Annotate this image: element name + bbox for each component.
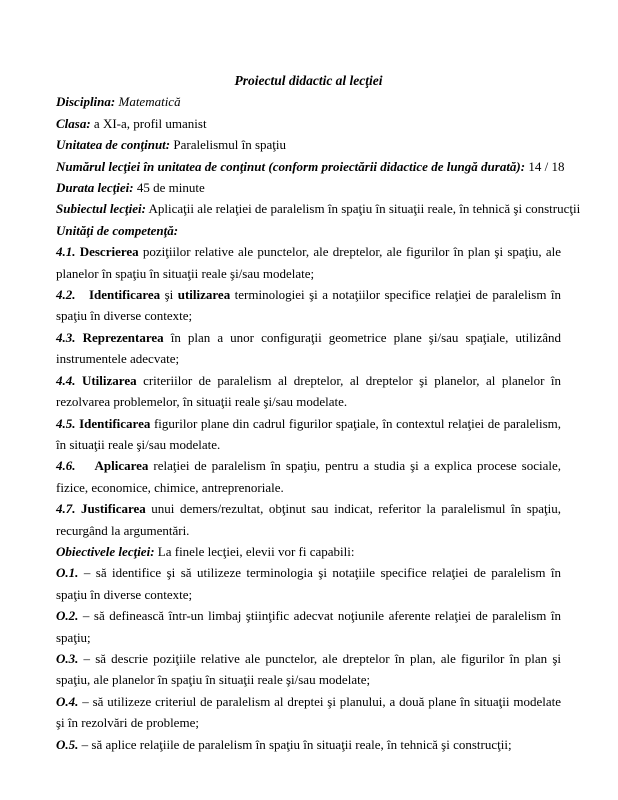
competence-number: 4.6. [56, 458, 76, 474]
objective-number: O.5. [56, 736, 79, 752]
meta-value: Paralelismul în spaţiu [173, 137, 287, 153]
objectives-heading: Obiectivele lecţiei: [56, 543, 155, 559]
competence-item [56, 241, 561, 284]
competence-text: Justificarea unui demers/rezultat, obţinut sau indicat, referitor la paralelismul în spaţiu, recurgând la argumentări. [56, 501, 561, 538]
competence-text: Reprezentarea în plan a unor configuraţii geometrice plane şi/sau spaţiale, utilizând instrumentele adecvate; [56, 329, 561, 367]
competence-number: 4.5. [56, 415, 76, 431]
competences-section [56, 241, 561, 541]
document-title: Proiectul didactic al lecţiei [234, 73, 383, 88]
competence-item [56, 455, 561, 498]
objectives-heading-line [56, 541, 561, 562]
objective-text: – să utilizeze criteriul de paralelism al dreptei şi planului, a două plane în situaţii modelate şi în rezolvări de probleme; [56, 693, 561, 731]
meta-label: Durata lecţiei: [56, 180, 134, 196]
meta-label: Unitatea de conţinut: [56, 137, 171, 153]
meta-value: Matematică [118, 94, 181, 110]
objective-text: – să definească într-un limbaj ştiinţific adecvat noţiunile aferente relaţiei de paralelism în spaţiu; [56, 608, 561, 645]
objective-item [56, 648, 561, 691]
competence-item [56, 413, 561, 456]
competence-item [56, 284, 561, 327]
meta-line [56, 113, 561, 134]
objective-item [56, 605, 561, 648]
competence-number: 4.1. [56, 244, 76, 260]
competence-item [56, 327, 561, 370]
objective-item [56, 691, 561, 734]
objective-text: – să aplice relaţiile de paralelism în spaţiu în situaţii reale, în tehnică şi construcţii; [81, 736, 512, 752]
objective-text: – să descrie poziţiile relative ale punctelor, ale dreptelor în plan, ale figurilor în plan şi spaţiu, ale planelor în spaţiu în situaţii reale şi/sau modelate; [56, 650, 561, 688]
meta-label: Clasa: [56, 115, 91, 131]
objectives-intro: La finele lecţiei, elevii vor fi capabili: [157, 543, 355, 559]
meta-line [56, 198, 581, 219]
competence-text: Utilizarea criteriilor de paralelism al dreptelor, al dreptelor şi planelor, al planelor în rezolvarea problemelor, în situaţii reale şi/sau modelate. [56, 372, 562, 410]
meta-line [56, 177, 561, 198]
objective-number: O.2. [56, 608, 79, 624]
objective-number: O.1. [56, 565, 79, 581]
meta-line [56, 91, 561, 112]
competence-number: 4.3. [56, 329, 76, 345]
competences-heading: Unităţi de competenţă: [56, 222, 179, 238]
meta-value: 14 / 18 [528, 158, 565, 174]
competence-text: Descrierea poziţiilor relative ale punctelor, ale dreptelor, ale figurilor în plan şi spaţiu, ale planelor în spaţiu în situaţii reale şi/sau modelate; [56, 244, 561, 281]
meta-value: a XI-a, profil umanist [93, 115, 207, 131]
competence-number: 4.7. [56, 501, 76, 517]
objective-item [56, 734, 561, 755]
meta-line [56, 156, 565, 177]
objective-item [56, 562, 561, 605]
meta-label: Subiectul lecţiei: [56, 201, 146, 217]
competence-item [56, 498, 561, 541]
meta-line [56, 134, 561, 155]
objectives-section [56, 562, 561, 755]
meta-label: Disciplina: [56, 94, 116, 110]
competence-item [56, 370, 561, 413]
objective-text: – să identifice şi să utilizeze terminologia şi notaţiile specifice relaţiei de paralelism în spaţiu în diverse contexte; [56, 565, 562, 602]
competence-number: 4.2. [56, 287, 76, 303]
competence-number: 4.4. [56, 372, 76, 388]
meta-value: 45 de minute [136, 180, 205, 196]
objective-number: O.3. [56, 650, 79, 666]
meta-label: Numărul lecţiei în unitatea de conţinut (conform proiectării didactice de lungă durată): [56, 158, 526, 174]
competence-text: Identificarea figurilor plane din cadrul figurilor spaţiale, în contextul relaţiei de paralelism, în situaţii reale şi/sau modelate. [56, 415, 562, 452]
meta-section [56, 91, 581, 219]
competence-text: Aplicarea relaţiei de paralelism în spaţiu, pentru a studia şi a explica procese sociale, fizice, economice, chimice, antreprenoriale. [56, 458, 562, 495]
objective-number: O.4. [56, 693, 79, 709]
competence-text: Identificarea şi utilizarea terminologiei şi a notaţiilor specifice relaţiei de paralelism în spaţiu în diverse contexte; [56, 287, 562, 324]
meta-value: Aplicaţii ale relaţiei de paralelism în spaţiu în situaţii reale, în tehnică şi construcţii [148, 201, 581, 217]
